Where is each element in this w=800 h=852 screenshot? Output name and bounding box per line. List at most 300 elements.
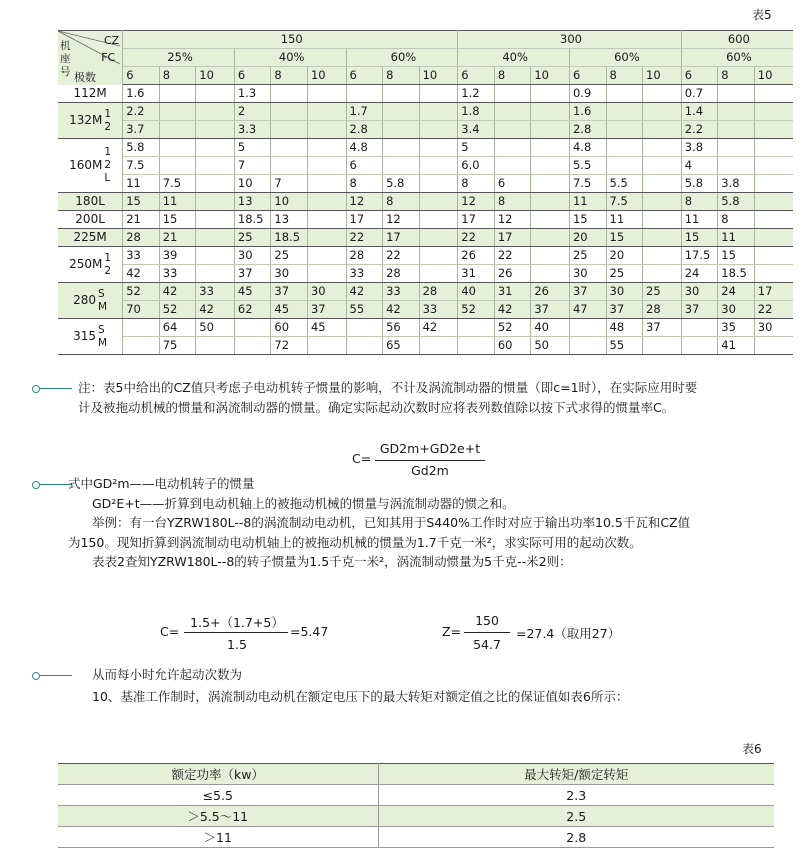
cz-cell: 33 [159,265,196,283]
pole-count: 8 [271,67,308,85]
cz-cell: 21 [123,211,160,229]
cz-cell [271,85,308,103]
cz-cell [458,337,495,355]
pole-count: 8 [159,67,196,85]
conclusion-line: 从而每小时允许起动次数为 [92,667,243,682]
cz-cell [531,175,570,193]
cz-cell: 4.8 [569,139,606,157]
cz-cell: 5.5 [606,175,643,193]
cz-cell: 64 [159,319,196,337]
formula-c-numerator: GD2m+GD2e+t [379,441,481,456]
cz-header-row [58,31,793,49]
model-label: 180L [75,194,105,208]
cz-cell: 18.5 [718,265,755,283]
row-label-200l [58,211,123,229]
cz-cell [531,229,570,247]
cz-cell: 37 [271,283,308,301]
cz-cell: 62 [234,301,271,319]
cz-cell [643,193,682,211]
cz-cell: 11 [123,175,160,193]
conclusion-bullet [36,675,72,676]
cz-cell [569,337,606,355]
cz-cell: 30 [271,265,308,283]
row-label-225m [58,229,123,247]
cz-cell [718,85,755,103]
cz-cell: 2.2 [123,103,160,121]
cz-cell: 3.4 [458,121,495,139]
table6-row [58,827,774,848]
cz-cell: 2 [234,103,271,121]
cz-cell: 70 [123,301,160,319]
cz-cell [307,337,346,355]
cz-cell: 31 [458,265,495,283]
cz-cell [307,103,346,121]
cz-cell [754,211,793,229]
cz-cell [123,337,160,355]
cz-cell [307,229,346,247]
calc-c-numerator: 1.5+（1.7+5） [190,615,284,630]
cz-cell [271,103,308,121]
cz-cell [754,337,793,355]
cz-cell [531,157,570,175]
cz-cell [196,337,235,355]
note-line-2: 计及被拖动机械的惯量和涡流制动器的惯量。确定实际起动次数时应将表列数值除以按下式求得的惯量率C。 [78,400,675,415]
cz-cell [754,103,793,121]
cz-cell [346,85,383,103]
cz-value-300: 300 [458,31,681,49]
cz-cell: 8 [718,211,755,229]
cz-cell: 11 [606,211,643,229]
cz-cell [196,193,235,211]
cz-cell: 11 [569,193,606,211]
cz-cell [643,103,682,121]
cz-cell: 42 [196,301,235,319]
cz-cell: 5 [458,139,495,157]
example-line-1: 举例：有一台YZRW180L--8的涡流制动电动机，已知其用于S440%工作时对应于输出功率10.5千瓦和CZ值 [92,515,691,530]
cz-cell: 13 [271,211,308,229]
cz-cell [196,265,235,283]
model-suffix: 1 2 L [104,146,112,184]
cz-cell: 72 [271,337,308,355]
cz-cell: 30 [606,283,643,301]
table-row [58,103,793,121]
cz-cell [718,121,755,139]
cz-cell: 22 [383,247,420,265]
cz-cell: 6.0 [458,157,495,175]
cz-cell [196,139,235,157]
cz-cell [419,139,458,157]
corner-poles: 极数 [74,71,96,84]
cz-cell [606,157,643,175]
cz-cell: 40 [458,283,495,301]
cz-cell: 42 [159,283,196,301]
cz-cell [754,139,793,157]
cz-cell: 22 [754,301,793,319]
pole-count: 8 [718,67,755,85]
table-row [58,247,793,265]
cz-cell [419,247,458,265]
cz-cell [196,121,235,139]
cz-cell: 17.5 [681,247,718,265]
cz-cell: 1.6 [123,85,160,103]
cz-cell: 24 [718,283,755,301]
cz-cell: 41 [718,337,755,355]
cz-cell [196,175,235,193]
calc-c-denominator: 1.5 [227,637,247,652]
cz-cell [494,121,531,139]
calc-z-denominator: 54.7 [473,637,501,652]
cz-cell: 28 [419,283,458,301]
cz-cell: 18.5 [271,229,308,247]
model-label: 112M [73,85,107,100]
fc-value: 60% [569,49,681,67]
cz-cell: 5.8 [681,175,718,193]
cz-cell: 37 [569,283,606,301]
cz-cell: 33 [346,265,383,283]
corner-cz: CZ [103,34,120,47]
table-row [58,229,793,247]
cz-cell [643,85,682,103]
row-label-315 [58,319,123,355]
cz-cell: 33 [419,301,458,319]
cz-cell [754,121,793,139]
calc-z-lhs: Z= [442,624,462,639]
fc-value: 60% [681,49,793,67]
table6-header: 额定功率（kw） [58,764,378,785]
cz-cell: 52 [123,283,160,301]
cz-cell [419,211,458,229]
cz-cell [531,103,570,121]
table-row [58,85,793,103]
cz-cell: 1.2 [458,85,495,103]
definition-1: 式中GD²m——电动机转子的惯量 [68,476,255,491]
cz-cell [271,157,308,175]
cz-cell [531,85,570,103]
cz-cell: 45 [307,319,346,337]
cz-cell: 37 [307,301,346,319]
cz-cell: 26 [458,247,495,265]
cz-cell: 12 [458,193,495,211]
cz-cell [754,265,793,283]
cz-cell: 17 [754,283,793,301]
cz-cell: 52 [159,301,196,319]
cz-cell: 22 [458,229,495,247]
row-label-132m [58,103,123,139]
cz-cell [531,139,570,157]
cz-cell: 22 [346,229,383,247]
cz-cell: 30 [569,265,606,283]
calc-z-result: =27.4（取用27） [516,626,621,641]
cz-cell: 50 [531,337,570,355]
cz-cell: 56 [383,319,420,337]
cz-cell [383,103,420,121]
cz-cell: 37 [681,301,718,319]
cz-cell: 15 [681,229,718,247]
cz-cell: 13 [234,193,271,211]
cz-cell [196,85,235,103]
table6-row [58,785,774,806]
cz-cell: 15 [123,193,160,211]
cz-cell [531,193,570,211]
cz-cell: 1.6 [569,103,606,121]
calc-c-result: =5.47 [290,624,329,639]
cz-value-600: 600 [681,31,793,49]
definition-bullet [36,484,72,485]
cz-cell: 30 [307,283,346,301]
cz-cell [307,157,346,175]
cz-cell [681,337,718,355]
table-row [58,337,793,355]
cz-cell [196,247,235,265]
cz-cell: 75 [159,337,196,355]
cz-cell: 25 [569,247,606,265]
calc-z-numerator: 150 [475,613,499,628]
cz-cell: 3.8 [718,175,755,193]
cz-cell [307,121,346,139]
cz-cell [754,85,793,103]
cz-cell: 55 [606,337,643,355]
cz-cell [754,157,793,175]
cz-cell [643,175,682,193]
pole-count: 10 [754,67,793,85]
cz-cell: 6 [346,157,383,175]
cz-cell: 28 [346,247,383,265]
cz-cell [643,265,682,283]
pole-count: 6 [346,67,383,85]
cz-cell: 37 [606,301,643,319]
table-row [58,301,793,319]
cz-cell: 25 [643,283,682,301]
cz-cell [307,175,346,193]
cz-cell [419,103,458,121]
table6-cell: ＞11 [58,827,378,848]
cz-cell: 31 [494,283,531,301]
cz-cell: 3.7 [123,121,160,139]
table-row [58,283,793,301]
cz-cell: 7.5 [569,175,606,193]
cz-cell: 8 [494,193,531,211]
cz-cell [159,121,196,139]
pole-count: 6 [234,67,271,85]
model-label: 225M [73,230,107,244]
pole-count: 8 [606,67,643,85]
cz-cell: 0.9 [569,85,606,103]
cz-cell: 1.4 [681,103,718,121]
cz-cell: 30 [681,283,718,301]
cz-cell [643,211,682,229]
cz-cell [606,121,643,139]
cz-cell [196,157,235,175]
model-label: 132M [69,113,103,127]
section-10-line: 10、基准工作制时，涡流制动电动机在额定电压下的最大转矩对额定值之比的保证值如表6所示： [92,689,629,704]
pole-count: 10 [307,67,346,85]
cz-cell [159,139,196,157]
cz-cell: 7.5 [123,157,160,175]
cz-cell: 30 [718,301,755,319]
cz-cell: 15 [159,211,196,229]
cz-cell: 12 [383,211,420,229]
pole-count: 8 [494,67,531,85]
cz-cell: 12 [494,211,531,229]
table6-cell: ≤5.5 [58,785,378,806]
cz-cell: 42 [419,319,458,337]
cz-cell [754,175,793,193]
cz-cell: 50 [196,319,235,337]
pole-count: 10 [419,67,458,85]
cz-cell: 6 [494,175,531,193]
torque-ratio-table [58,763,774,848]
formula-c-bar [375,460,485,461]
cz-cell: 18.5 [234,211,271,229]
model-suffix: S M [98,323,108,349]
cz-cell: 11 [159,193,196,211]
startup-count-table [58,30,793,355]
cz-cell: 17 [494,229,531,247]
cz-cell [754,193,793,211]
cz-cell [531,121,570,139]
model-suffix: S M [98,287,108,313]
table5-label: 表5 [752,8,772,22]
cz-cell: 4 [681,157,718,175]
cz-cell: 40 [531,319,570,337]
cz-cell: 11 [718,229,755,247]
model-label: 250M [69,257,103,271]
row-label-250m [58,247,123,283]
model-suffix: 1 2 [104,251,112,277]
formula-c-denominator: Gd2m [411,463,449,478]
fc-value: 40% [234,49,346,67]
cz-cell: 37 [234,265,271,283]
cz-cell [383,139,420,157]
cz-cell: 25 [234,229,271,247]
pole-header-row [58,67,793,85]
cz-cell: 28 [123,229,160,247]
model-suffix: 1 2 [104,107,112,133]
cz-cell: 8 [346,175,383,193]
cz-cell: 10 [271,193,308,211]
cz-cell: 30 [234,247,271,265]
cz-cell [196,211,235,229]
cz-cell [419,121,458,139]
cz-cell: 11 [681,211,718,229]
cz-cell: 25 [271,247,308,265]
cz-cell [234,319,271,337]
example-line-3: 表表2查知YZRW180L--8的转子惯量为1.5千克一米²，涡流制动惯量为5千克--米2则： [92,554,572,569]
cz-cell [346,319,383,337]
pole-count: 10 [643,67,682,85]
cz-cell: 2.8 [569,121,606,139]
cz-cell [383,157,420,175]
cz-cell [159,103,196,121]
cz-cell: 33 [196,283,235,301]
cz-cell: 3.3 [234,121,271,139]
cz-cell: 7 [234,157,271,175]
table6-cell: ＞5.5～11 [58,806,378,827]
cz-cell [383,121,420,139]
cz-cell [494,103,531,121]
cz-value-150: 150 [123,31,458,49]
cz-cell: 48 [606,319,643,337]
cz-cell: 42 [383,301,420,319]
cz-cell: 15 [718,247,755,265]
cz-cell: 35 [718,319,755,337]
cz-cell: 26 [531,283,570,301]
cz-cell [531,211,570,229]
row-label-160m [58,139,123,193]
row-label-280 [58,283,123,319]
corner-seat: 机 座 号 [60,40,71,78]
cz-cell [531,247,570,265]
cz-cell: 60 [271,319,308,337]
cz-cell [419,175,458,193]
table-row [58,211,793,229]
model-label: 280 [73,293,97,307]
cz-cell: 10 [234,175,271,193]
table-row [58,319,793,337]
cz-cell: 39 [159,247,196,265]
corner-fc: FC [101,51,116,64]
row-label-112m [58,85,123,103]
cz-cell [754,247,793,265]
fc-value: 25% [123,49,235,67]
definition-2: GD²E+t——折算到电动机轴上的被拖动机械的惯量与涡流制动器的惯之和。 [92,496,515,511]
cz-cell: 45 [271,301,308,319]
cz-cell: 20 [606,247,643,265]
pole-count: 6 [458,67,495,85]
cz-cell: 47 [569,301,606,319]
table6-label: 表6 [742,742,762,756]
cz-cell: 5.8 [123,139,160,157]
cz-cell [234,337,271,355]
cz-cell [419,157,458,175]
cz-cell: 2.8 [346,121,383,139]
cz-cell [643,229,682,247]
cz-cell: 20 [569,229,606,247]
cz-cell: 8 [681,193,718,211]
cz-cell [643,157,682,175]
calc-z-bar [464,632,510,633]
table6-cell: 2.5 [378,806,774,827]
cz-cell [307,85,346,103]
cz-cell: 5.5 [569,157,606,175]
cz-cell [718,157,755,175]
cz-cell: 7.5 [606,193,643,211]
formula-c-lhs: C= [352,451,372,466]
table-row [58,139,793,157]
pole-count: 6 [681,67,718,85]
cz-cell: 1.7 [346,103,383,121]
cz-cell [718,139,755,157]
cz-cell [643,139,682,157]
table-row [58,193,793,211]
cz-cell [643,337,682,355]
cz-cell [196,229,235,247]
cz-cell [123,319,160,337]
cz-cell: 2.2 [681,121,718,139]
cz-cell: 1.8 [458,103,495,121]
table6-row [58,806,774,827]
cz-cell [494,157,531,175]
cz-cell: 17 [383,229,420,247]
cz-cell: 30 [754,319,793,337]
row-label-180l [58,193,123,211]
model-label: 315 [73,329,97,343]
cz-cell [531,265,570,283]
pole-count: 6 [569,67,606,85]
table-row [58,121,793,139]
cz-cell: 15 [606,229,643,247]
cz-cell: 4.8 [346,139,383,157]
